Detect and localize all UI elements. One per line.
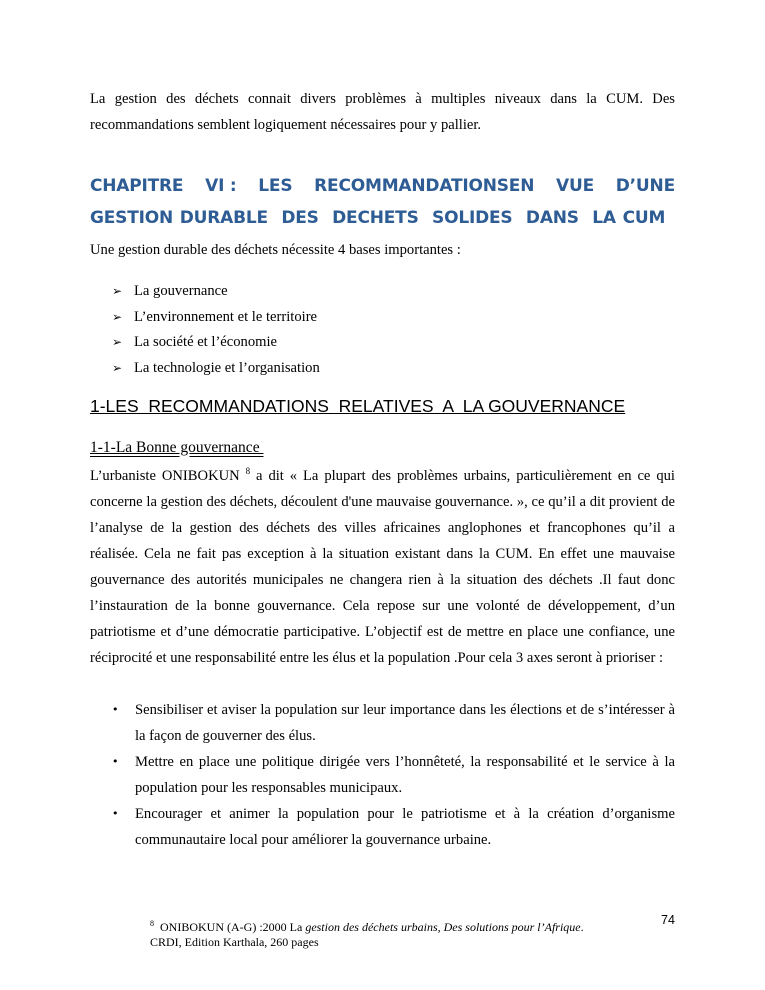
chapter-title (90, 170, 675, 234)
chapter-word: VUE (556, 176, 594, 196)
list-item: ➢ La gouvernance (112, 279, 320, 305)
page-number: 74 (661, 913, 675, 927)
list-item: ➢ La société et l’économie (112, 330, 320, 356)
axes-list (112, 697, 675, 853)
chapter-title-line-1 (90, 170, 675, 202)
footnote-line-1: $^8$ ONIBOKUN (A-G) :2000 La gestion des déchets urbains, Des solutions pour l’Afrique. (150, 919, 584, 934)
chapter-title-line-2: GESTION DURABLE DES DECHETS SOLIDES DANS LA CUM (90, 208, 666, 228)
bullet-icon: • (112, 807, 119, 820)
list-item: • Sensibiliser et aviser la population sur leur importance dans les élections et de s’intéresser à la façon de gouverner des élus. (112, 697, 675, 749)
body-paragraph: L’urbaniste ONIBOKUN $^8$ a dit « La plupart des problèmes urbains, particulièrement en ce qui concerne la gestion des déchets, découlent d'une mauvaise gouvernance. », ce qu’il a dit provient de l’analyse de la gestion des déchets des villes africaines anglophones et francophones qu’il a réalisée. Cela ne fait pas exception à la situation existant dans la CUM. En effet une mauvaise gouvernance des autorités municipales ne changera rien à la situation des déchets .Il faut donc l’instauration de la bonne gouvernance. Cela repose sur une volonté de développement, d’un patriotisme et d’une démocratie participative. L’objectif est de mettre en place une confiance, une réciprocité et une responsabilité entre les élus et la population .Pour cela 3 axes seront à prioriser : (90, 466, 675, 666)
chapter-word: LES (258, 176, 293, 196)
chapter-word: VI : (205, 176, 237, 196)
intro-paragraph: La gestion des déchets connait divers problèmes à multiples niveaux dans la CUM. Des recommandations semblent logiquement nécessaires pour y pallier. (90, 91, 675, 133)
bases-intro: Une gestion durable des déchets nécessite 4 bases importantes : (90, 242, 461, 258)
arrow-bullet-icon: ➢ (112, 360, 123, 375)
list-item: ➢ La technologie et l’organisation (112, 356, 320, 382)
chapter-word: D’UNE (615, 176, 675, 196)
bullet-icon: • (112, 703, 119, 716)
section-title: 1-LES RECOMMANDATIONS RELATIVES A LA GOUVERNANCE (90, 396, 626, 416)
chapter-word: RECOMMANDATIONSEN (314, 176, 535, 196)
footnote-book-title: gestion des déchets urbains, Des solutions pour l’Afrique (305, 920, 581, 934)
footnote (150, 920, 620, 950)
bases-list (112, 279, 320, 381)
bullet-icon: • (112, 755, 119, 768)
list-item: • Mettre en place une politique dirigée vers l’honnêteté, la responsabilité et le service à la population pour les responsables municipaux. (112, 749, 675, 801)
list-item: • Encourager et animer la population pour le patriotisme et à la création d’organisme communautaire local pour améliorer la gouvernance urbaine. (112, 801, 675, 853)
list-item: ➢ L’environnement et le territoire (112, 305, 320, 331)
footnote-reference[interactable]: 8 (245, 466, 251, 476)
subsection-title: 1-1-La Bonne gouvernance (90, 439, 264, 456)
arrow-bullet-icon: ➢ (112, 284, 123, 298)
arrow-bullet-icon: ➢ (112, 335, 123, 349)
chapter-word: CHAPITRE (90, 176, 184, 196)
footnote-line-2: CRDI, Edition Karthala, 260 pages (150, 935, 319, 949)
arrow-bullet-icon: ➢ (112, 309, 123, 324)
footnote-number: 8 (150, 919, 154, 928)
